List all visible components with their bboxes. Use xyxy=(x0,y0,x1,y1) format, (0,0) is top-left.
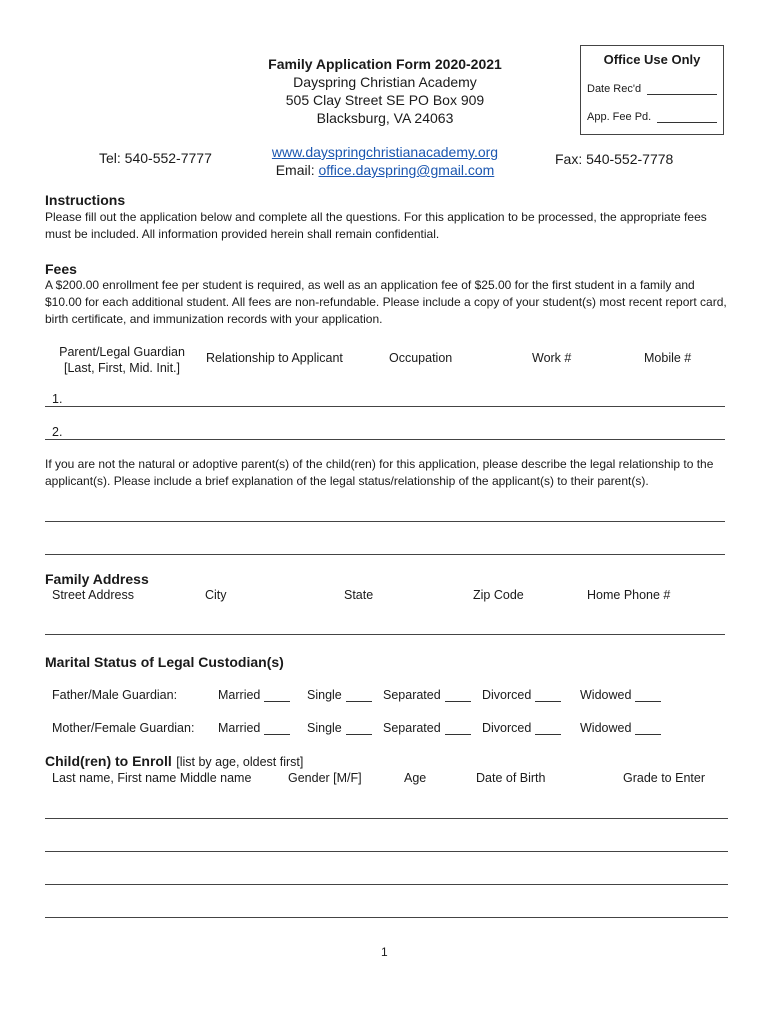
mother-married-label: Married xyxy=(218,721,261,735)
father-married-blank[interactable] xyxy=(264,689,290,702)
father-label: Father/Male Guardian: xyxy=(52,688,178,702)
child-row-3-line[interactable] xyxy=(45,884,728,885)
children-heading: Child(ren) to Enroll xyxy=(45,753,172,769)
father-widowed-label: Widowed xyxy=(580,688,632,702)
mother-separated[interactable] xyxy=(383,721,471,735)
mother-label: Mother/Female Guardian: xyxy=(52,721,195,735)
date-received-label: Date Rec'd xyxy=(587,83,642,95)
fee-paid-field[interactable] xyxy=(657,110,717,123)
fax: Fax: 540-552-7778 xyxy=(555,151,674,167)
guardian-col-mobile: Mobile # xyxy=(644,351,692,365)
office-use-title: Office Use Only xyxy=(603,52,701,67)
school-header xyxy=(235,55,535,127)
mother-separated-label: Separated xyxy=(383,721,441,735)
child-row-2-line[interactable] xyxy=(45,851,728,852)
legal-answer-line-1[interactable] xyxy=(45,521,725,522)
fees-text: A $200.00 enrollment fee per student is required, as well as an application fee of $25.00 for the first student in a family and $10.00 for each additional student. All fees are non-refundable. Please include a copy of your student(s) most recent report card, birth certificate, and immunization records with your application. xyxy=(45,278,727,326)
address-col-zip: Zip Code xyxy=(473,588,524,602)
date-received-field[interactable] xyxy=(647,82,717,95)
children-col-grade: Grade to Enter xyxy=(623,771,705,785)
school-street: 505 Clay Street SE PO Box 909 xyxy=(285,92,485,108)
guardian-col-work: Work # xyxy=(532,351,572,365)
father-married-label: Married xyxy=(218,688,261,702)
guardian-col-name-line2: [Last, First, Mid. Init.] xyxy=(64,361,180,375)
mother-separated-blank[interactable] xyxy=(445,722,471,735)
father-separated-label: Separated xyxy=(383,688,441,702)
school-name: Dayspring Christian Academy xyxy=(293,74,477,90)
father-divorced-label: Divorced xyxy=(482,688,532,702)
mother-divorced-blank[interactable] xyxy=(535,722,561,735)
mother-widowed-label: Widowed xyxy=(580,721,632,735)
father-single[interactable] xyxy=(307,688,372,702)
guardian-row-2-line[interactable] xyxy=(45,439,725,440)
address-line[interactable] xyxy=(45,634,725,635)
father-separated-blank[interactable] xyxy=(445,689,471,702)
legal-answer-line-2[interactable] xyxy=(45,554,725,555)
guardian-col-occupation: Occupation xyxy=(389,351,453,365)
father-widowed-blank[interactable] xyxy=(635,689,661,702)
address-col-street: Street Address xyxy=(52,588,134,602)
legal-relationship-text: If you are not the natural or adoptive parent(s) of the child(ren) for this application, please describe the legal relationship to the applicant(s). Please include a brief explanation of the legal status/relationship of the applicant(s) to their parent(s). xyxy=(45,457,714,488)
children-heading-row xyxy=(45,753,303,771)
father-single-label: Single xyxy=(307,688,342,702)
email-label: Email: xyxy=(275,162,315,178)
mother-single-label: Single xyxy=(307,721,342,735)
father-married[interactable] xyxy=(218,688,290,702)
marital-status-heading: Marital Status of Legal Custodian(s) xyxy=(45,654,284,670)
father-separated[interactable] xyxy=(383,688,471,702)
fees-heading: Fees xyxy=(45,261,77,277)
father-single-blank[interactable] xyxy=(346,689,372,702)
address-col-city: City xyxy=(205,588,227,602)
children-heading-note: [list by age, oldest first] xyxy=(176,755,304,769)
form-title: Family Application Form 2020-2021 xyxy=(268,56,502,72)
guardian-col-name xyxy=(52,344,192,376)
office-use-box xyxy=(580,45,724,135)
father-divorced[interactable] xyxy=(482,688,561,702)
website-link[interactable]: www.dayspringchristianacademy.org xyxy=(271,144,499,160)
fee-paid-label: App. Fee Pd. xyxy=(587,111,652,123)
father-widowed[interactable] xyxy=(580,688,661,702)
guardian-col-name-line1: Parent/Legal Guardian xyxy=(59,345,185,359)
child-row-4-line[interactable] xyxy=(45,917,728,918)
page-number: 1 xyxy=(381,945,388,959)
contact-links xyxy=(235,143,535,179)
guardian-row-1-line[interactable] xyxy=(45,406,725,407)
guardian-row-2-number: 2. xyxy=(52,425,63,439)
children-col-gender: Gender [M/F] xyxy=(288,771,362,785)
children-col-age: Age xyxy=(404,771,427,785)
father-divorced-blank[interactable] xyxy=(535,689,561,702)
children-col-name: Last name, First name Middle name xyxy=(52,771,252,785)
instructions-heading: Instructions xyxy=(45,192,126,208)
guardian-row-1-number: 1. xyxy=(52,392,63,406)
address-col-state: State xyxy=(344,588,374,602)
child-row-1-line[interactable] xyxy=(45,818,728,819)
mother-divorced[interactable] xyxy=(482,721,561,735)
instructions-text: Please fill out the application below and complete all the questions. For this application to be processed, the appropriate fees must be included. All information provided herein shall remain confidential. xyxy=(45,210,707,241)
telephone: Tel: 540-552-7777 xyxy=(99,150,212,166)
mother-widowed[interactable] xyxy=(580,721,661,735)
guardian-col-relationship: Relationship to Applicant xyxy=(206,351,343,365)
mother-widowed-blank[interactable] xyxy=(635,722,661,735)
mother-divorced-label: Divorced xyxy=(482,721,532,735)
school-city: Blacksburg, VA 24063 xyxy=(316,110,454,126)
mother-single[interactable] xyxy=(307,721,372,735)
mother-single-blank[interactable] xyxy=(346,722,372,735)
mother-married-blank[interactable] xyxy=(264,722,290,735)
mother-married[interactable] xyxy=(218,721,290,735)
family-address-heading: Family Address xyxy=(45,571,149,587)
children-col-dob: Date of Birth xyxy=(476,771,546,785)
email-link[interactable]: office.dayspring@gmail.com xyxy=(318,162,495,178)
address-col-phone: Home Phone # xyxy=(587,588,671,602)
